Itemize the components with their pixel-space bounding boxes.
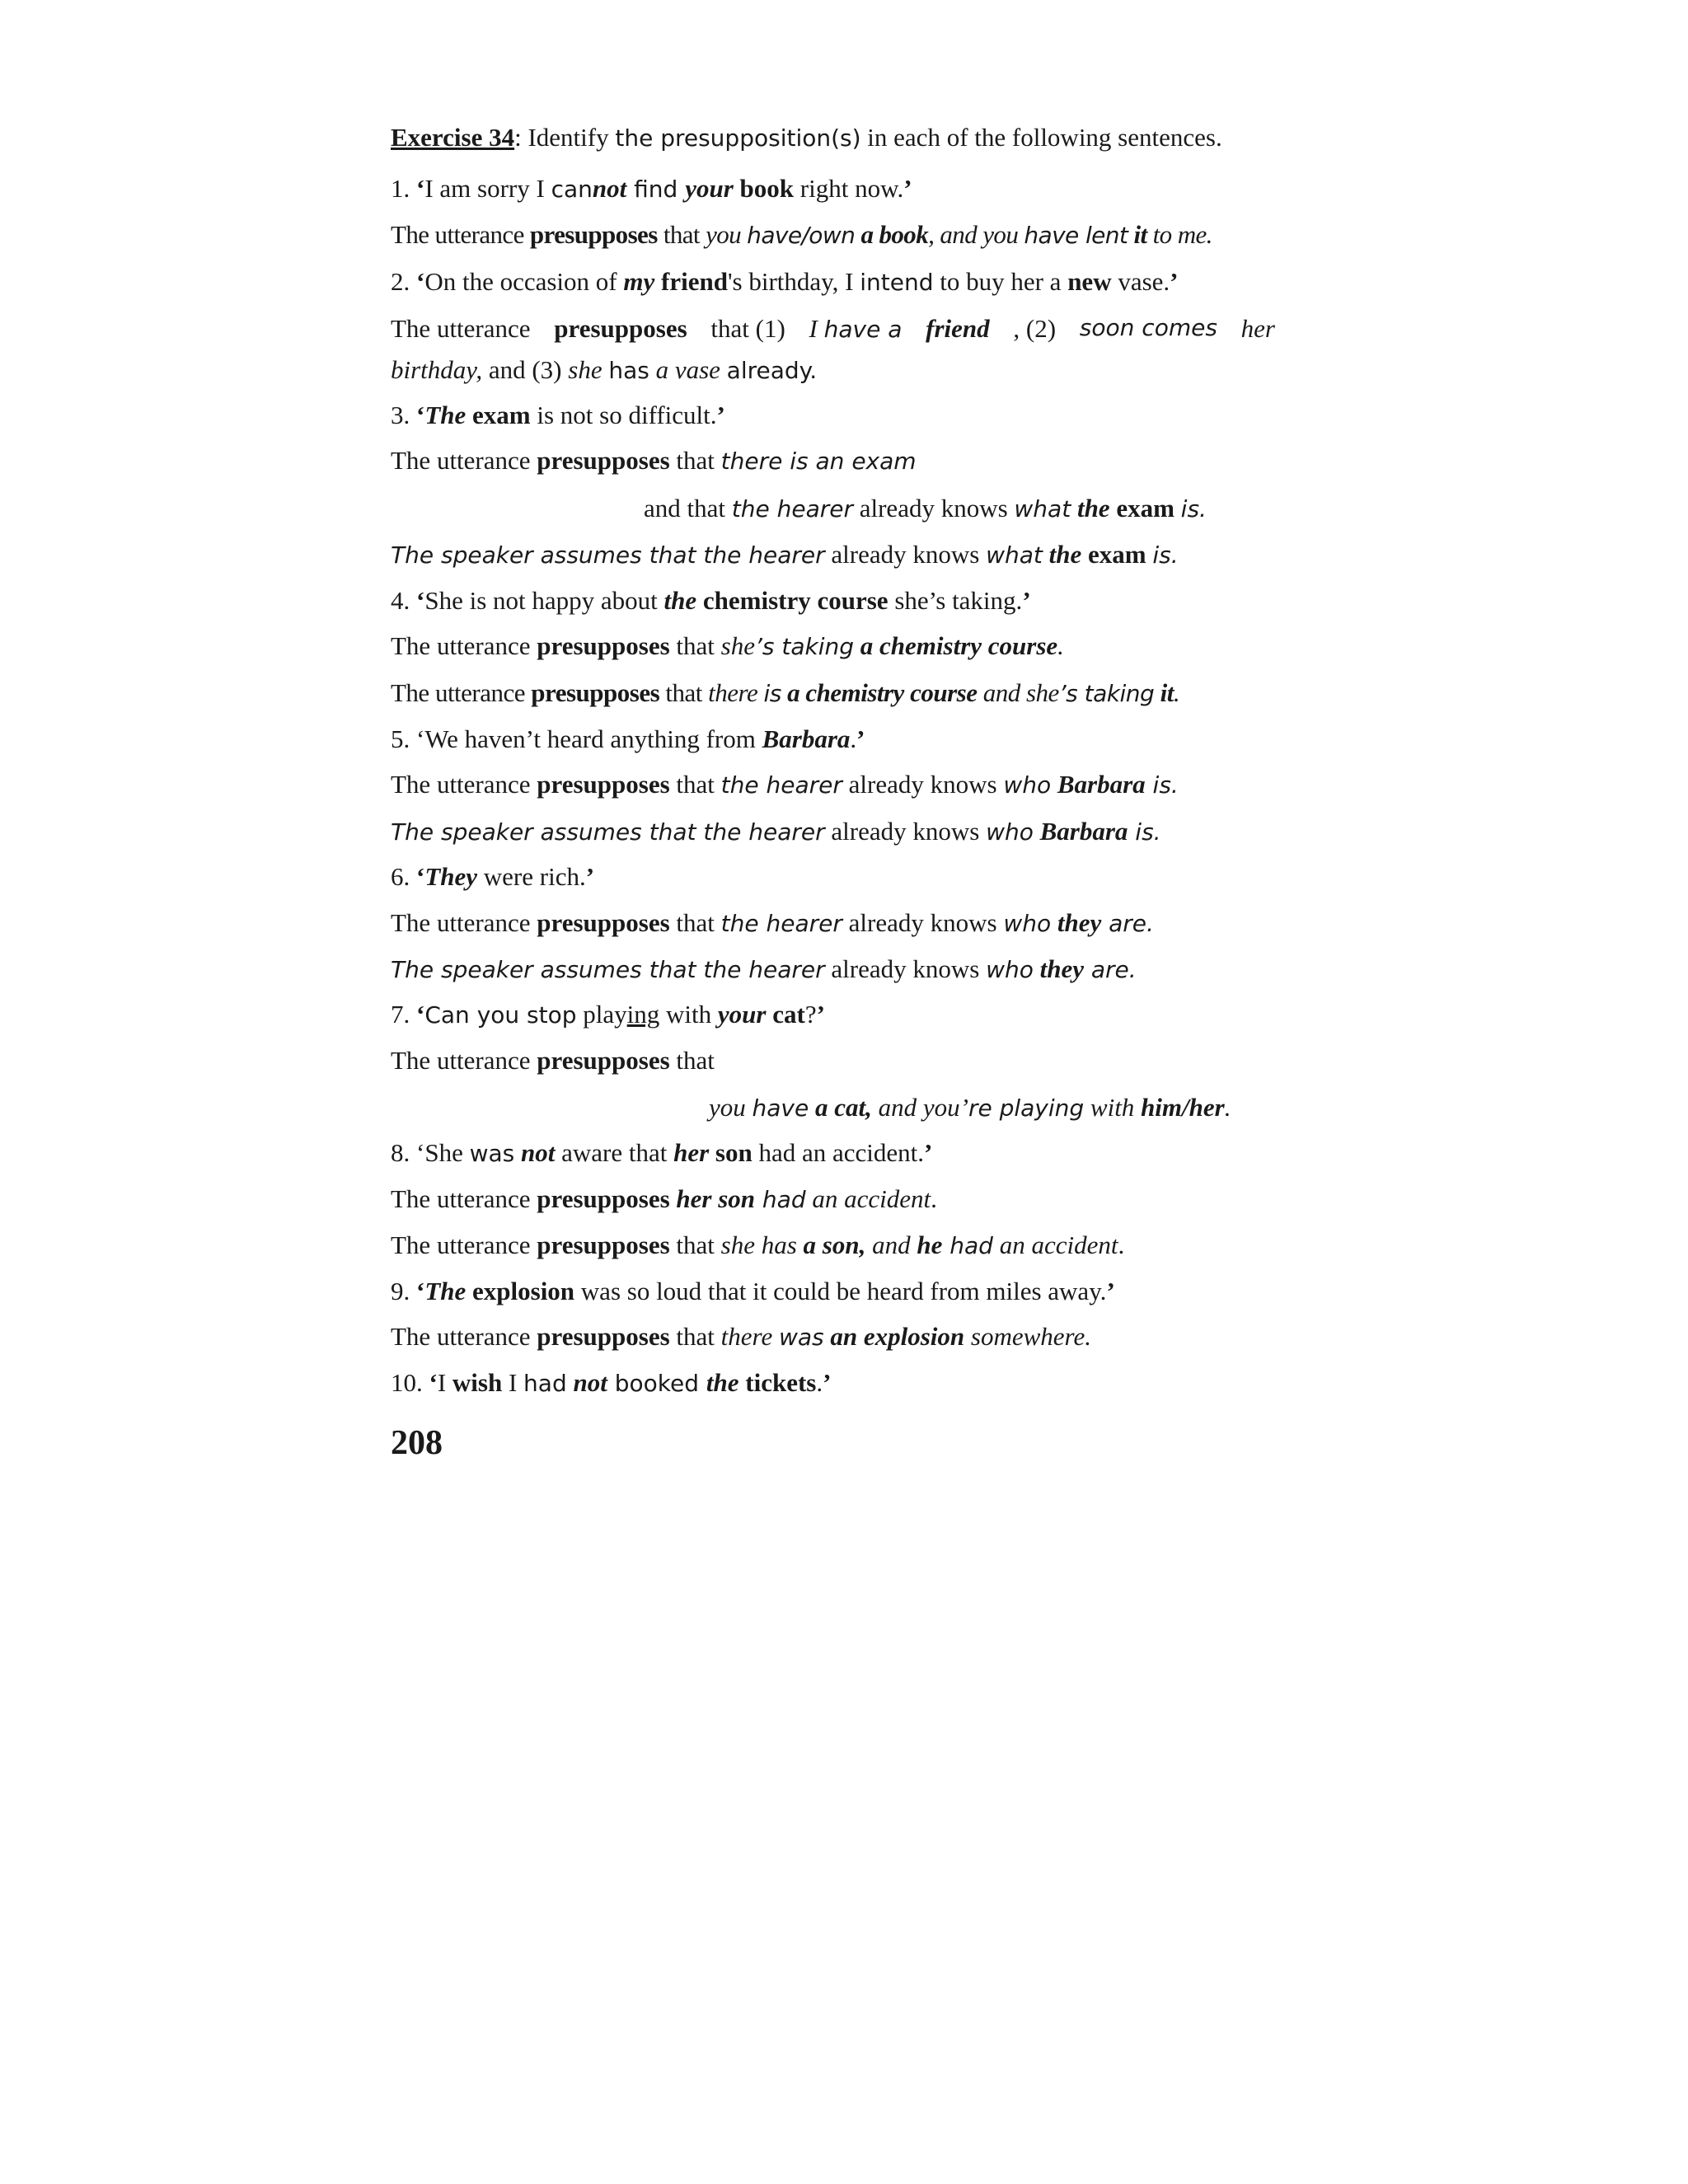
text-run: with (1084, 1093, 1142, 1122)
answer-5-line-2 (391, 816, 1161, 848)
text-run: cat (766, 1000, 805, 1029)
text-run: I (437, 1368, 452, 1397)
text-run: The utterance (391, 770, 537, 799)
text-run: ‘ (416, 174, 425, 203)
text-run: 7. (391, 1000, 416, 1029)
text-run: and (865, 1230, 917, 1259)
text-run: The utterance (391, 631, 537, 660)
text-run: her (673, 1138, 710, 1167)
text-run: that (669, 908, 721, 937)
text-run: ‘ (416, 401, 425, 429)
text-run: The (424, 401, 467, 429)
text-run: Can (424, 1001, 470, 1029)
text-run: is. (1128, 818, 1161, 846)
page-number: 208 (391, 1424, 443, 1462)
text-run: they (1033, 954, 1084, 983)
text-run: it (1128, 220, 1147, 249)
text-run: was (778, 1324, 824, 1351)
text-run: that (657, 220, 706, 249)
text-run: the (1042, 540, 1082, 569)
text-run: , (2) (1013, 314, 1057, 343)
text-run: your (685, 174, 734, 203)
text-run: what (986, 541, 1043, 569)
text-run: play (576, 1000, 627, 1029)
text-run: the (663, 586, 697, 615)
text-run: she (720, 631, 755, 660)
text-run: and (3) (482, 355, 569, 384)
text-run: a vase (649, 355, 727, 384)
text-run: in each of the following sentences. (860, 123, 1222, 152)
text-run: presupposes (537, 631, 670, 660)
text-run: have/own (747, 222, 856, 249)
text-run: I (502, 1368, 524, 1397)
answer-2-line-2 (391, 354, 817, 387)
text-run: an accident (992, 1230, 1118, 1259)
text-run: an accident (805, 1184, 931, 1213)
text-run: The (424, 1277, 467, 1305)
text-run: ‘ (416, 1000, 425, 1029)
text-run: a chemistry course (854, 631, 1058, 660)
text-run: We haven’t heard anything from (424, 724, 762, 753)
text-run: I am sorry I (424, 174, 551, 203)
text-run: presupposes (537, 908, 670, 937)
text-run: her (1240, 314, 1275, 343)
text-run: the presupposition(s) (615, 124, 861, 152)
text-run: they (1051, 908, 1102, 937)
text-run: The utterance (391, 1230, 537, 1259)
text-run: She (424, 1138, 470, 1167)
text-run: re playing (968, 1094, 1085, 1122)
text-run: 8. (391, 1138, 416, 1167)
text-run: ‘ (416, 1138, 425, 1167)
text-run: not (592, 174, 627, 203)
text-run: friend (926, 314, 990, 343)
text-run: your (717, 1000, 767, 1029)
text-run: has (608, 357, 649, 384)
text-run: she’s taking. (888, 586, 1023, 615)
text-run: tickets (738, 1368, 817, 1397)
sentence-9 (391, 1276, 1115, 1308)
text-run: find (626, 176, 686, 203)
text-run: the (706, 1368, 739, 1397)
answer-5-line-1 (391, 769, 1179, 801)
text-run: ’ (924, 1138, 933, 1167)
answer-1 (391, 219, 1212, 251)
text-run: were rich. (477, 862, 586, 891)
text-run: already knows (842, 908, 1004, 937)
text-run: are. (1101, 910, 1154, 937)
text-run: the hearer (731, 495, 853, 523)
text-run: her son (669, 1184, 756, 1213)
text-run: The speaker assumes that the hearer (391, 956, 825, 983)
sentence-5 (391, 724, 865, 756)
answer-2-line-1 (391, 313, 1275, 345)
text-run: you (706, 220, 748, 249)
text-run: with (659, 1000, 718, 1029)
text-run: : Identify (514, 123, 616, 152)
text-run: wish (452, 1368, 503, 1397)
text-run: The utterance (391, 1046, 537, 1075)
text-run: had (942, 1232, 993, 1259)
text-run: . (1118, 1230, 1125, 1259)
text-run: presupposes (537, 1322, 670, 1351)
sentence-3 (391, 400, 725, 432)
text-run: she (568, 355, 609, 384)
text-run: who (986, 818, 1034, 846)
sentence-7 (391, 999, 825, 1031)
exercise-title: Exercise 34 (391, 123, 515, 152)
answer-9 (391, 1321, 1091, 1353)
text-run: what (1014, 495, 1071, 523)
text-run: ’ (1022, 586, 1031, 615)
text-run: you (469, 1001, 528, 1029)
text-run: ‘ (416, 724, 425, 753)
text-run: that (669, 1046, 715, 1075)
text-run: 6. (391, 862, 416, 891)
text-run: him/her (1141, 1093, 1225, 1122)
answer-8-line-1 (391, 1183, 937, 1216)
sentence-2 (391, 266, 1179, 298)
text-run: presupposes (537, 1046, 670, 1075)
text-run: birthday, (391, 355, 483, 384)
text-run: , and you (928, 220, 1025, 249)
text-run: . (1057, 631, 1064, 660)
text-run: . (1224, 1093, 1231, 1122)
text-run: presupposes (537, 770, 670, 799)
text-run: already knows (842, 770, 1004, 799)
text-run: ‘ (416, 267, 425, 296)
text-run: the hearer (720, 910, 842, 937)
sentence-6 (391, 861, 594, 893)
text-run: that (659, 678, 709, 707)
text-run: he (917, 1230, 943, 1259)
sentence-4 (391, 585, 1031, 617)
text-run: not (566, 1368, 607, 1397)
text-run: who (1003, 910, 1052, 937)
sentence-8 (391, 1137, 932, 1169)
answer-7-line-2 (709, 1092, 1231, 1124)
text-run: you (709, 1093, 753, 1122)
text-run: ’s taking (754, 633, 855, 660)
text-run: and she (977, 678, 1059, 707)
text-run: have (752, 1094, 809, 1122)
text-run: presupposes (554, 314, 687, 343)
sentence-10 (391, 1367, 831, 1399)
text-run: ‘ (416, 1277, 425, 1305)
text-run: The utterance (391, 446, 537, 475)
text-run: a book (855, 220, 929, 249)
text-run: that (669, 1322, 721, 1351)
text-run: a son, (803, 1230, 866, 1259)
sentence-1 (391, 173, 912, 205)
text-run: 's birthday, I (727, 267, 860, 296)
text-run: vase. (1111, 267, 1170, 296)
text-run: Barbara (1051, 770, 1146, 799)
text-run: already knows (824, 817, 987, 846)
text-run: The utterance (391, 1322, 537, 1351)
text-run: right now. (794, 174, 904, 203)
text-run: Barbara (1033, 817, 1128, 846)
text-run: ’ (1106, 1277, 1115, 1305)
text-run: ’ (856, 724, 865, 753)
text-run: is. (1152, 541, 1179, 569)
text-run: it (1154, 678, 1174, 707)
text-run: had an accident. (752, 1138, 924, 1167)
text-run: somewhere. (964, 1322, 1091, 1351)
text-run: 9. (391, 1277, 416, 1305)
text-run: that (669, 631, 721, 660)
text-run: exam (1109, 494, 1181, 523)
text-run: a chemistry course (781, 678, 978, 707)
text-run: that (669, 446, 721, 475)
text-run: son (709, 1138, 753, 1167)
text-run: She is not happy about (424, 586, 664, 615)
text-run: that (669, 770, 721, 799)
text-run: already knows (824, 540, 987, 569)
text-run: the hearer (720, 771, 842, 799)
text-run: . (931, 1184, 937, 1213)
text-run: have lent (1024, 222, 1128, 249)
text-run: The utterance (391, 678, 532, 707)
text-run: was (469, 1140, 515, 1167)
text-run: already. (726, 357, 818, 384)
text-run: that (1) (710, 314, 785, 343)
text-run: is not so difficult. (530, 401, 717, 429)
text-run: stop (527, 1001, 577, 1029)
answer-6-line-1 (391, 907, 1154, 940)
text-run: 1. (391, 174, 416, 203)
text-run: ’s taking (1058, 680, 1155, 707)
text-run: chemistry course (696, 586, 889, 615)
answer-7-line-1 (391, 1045, 715, 1077)
text-run: friend (654, 267, 728, 296)
text-run: can (551, 176, 593, 203)
text-run: presupposes (537, 1230, 670, 1259)
text-run: The utterance (391, 1184, 537, 1213)
text-run: not (514, 1138, 556, 1167)
text-run: to buy her a (933, 267, 1068, 296)
text-run: The utterance (391, 220, 530, 249)
text-run: I (809, 314, 824, 343)
answer-6-line-2 (391, 954, 1137, 986)
text-run: They (424, 862, 478, 891)
text-run: that (669, 1230, 721, 1259)
text-run: The utterance (391, 314, 531, 343)
text-run: to me. (1146, 220, 1212, 249)
text-run: have a (823, 316, 903, 343)
answer-4-line-1 (391, 630, 1064, 663)
text-run: she has (720, 1230, 804, 1259)
text-run: ’ (903, 174, 912, 203)
text-run: On the occasion of (424, 267, 624, 296)
text-run: . (1173, 678, 1180, 707)
text-run: there is an exam (720, 448, 917, 475)
answer-3-line-3 (391, 539, 1179, 571)
text-run: a cat, (809, 1093, 872, 1122)
text-run: there (708, 678, 764, 707)
text-run: exam (1081, 540, 1153, 569)
text-run: ’ (1170, 267, 1179, 296)
text-run: who (1003, 771, 1052, 799)
text-run: explosion (466, 1277, 575, 1305)
text-run: ’ (823, 1368, 832, 1397)
text-run: was so loud that it could be heard from miles away. (574, 1277, 1107, 1305)
text-run: the (1071, 494, 1110, 523)
text-run: an explosion (823, 1322, 965, 1351)
text-run: . (816, 1368, 823, 1397)
text-run: book (733, 174, 795, 203)
text-run: ? (804, 1000, 817, 1029)
text-run: my (623, 267, 655, 296)
text-run: are. (1083, 956, 1137, 983)
text-run: presupposes (529, 220, 658, 249)
answer-4-line-2 (391, 677, 1179, 710)
text-run: presupposes (537, 446, 670, 475)
text-run: aware that (555, 1138, 674, 1167)
text-run: presupposes (531, 678, 660, 707)
text-run: 3. (391, 401, 416, 429)
text-run: Barbara (762, 724, 851, 753)
text-run: and that (644, 494, 732, 523)
text-run: already knows (824, 954, 987, 983)
text-run: . (850, 724, 857, 753)
text-run: exam (466, 401, 531, 429)
text-run: is (763, 680, 781, 707)
text-run: The speaker assumes that the hearer (391, 541, 825, 569)
text-run: already knows (852, 494, 1015, 523)
text-run: ‘ (416, 586, 425, 615)
text-run: ing (626, 1000, 660, 1029)
text-run: is. (1145, 771, 1179, 799)
text-run: 10. (391, 1368, 429, 1397)
text-run: had (755, 1186, 806, 1213)
answer-3-line-1 (391, 445, 917, 477)
text-run: booked (607, 1370, 706, 1397)
text-run: intend (860, 269, 934, 296)
answer-3-line-2 (644, 493, 1207, 525)
text-run: presupposes (537, 1184, 670, 1213)
text-run: ‘ (416, 862, 425, 891)
text-run: and you’ (871, 1093, 968, 1122)
exercise-heading (391, 122, 1222, 154)
text-run: is. (1180, 495, 1207, 523)
text-run: ‘ (429, 1368, 438, 1397)
text-run: ’ (816, 1000, 825, 1029)
text-run: new (1067, 267, 1112, 296)
text-run: soon comes (1079, 314, 1217, 341)
text-run: 2. (391, 267, 416, 296)
text-run: 5. (391, 724, 416, 753)
text-run: ’ (716, 401, 725, 429)
text-run: ’ (585, 862, 595, 891)
text-run: 4. (391, 586, 416, 615)
text-run: had (523, 1370, 567, 1397)
text-run: who (986, 956, 1034, 983)
text-run: The speaker assumes that the hearer (391, 818, 825, 846)
text-run: there (720, 1322, 779, 1351)
text-run: The utterance (391, 908, 537, 937)
answer-8-line-2 (391, 1230, 1124, 1262)
